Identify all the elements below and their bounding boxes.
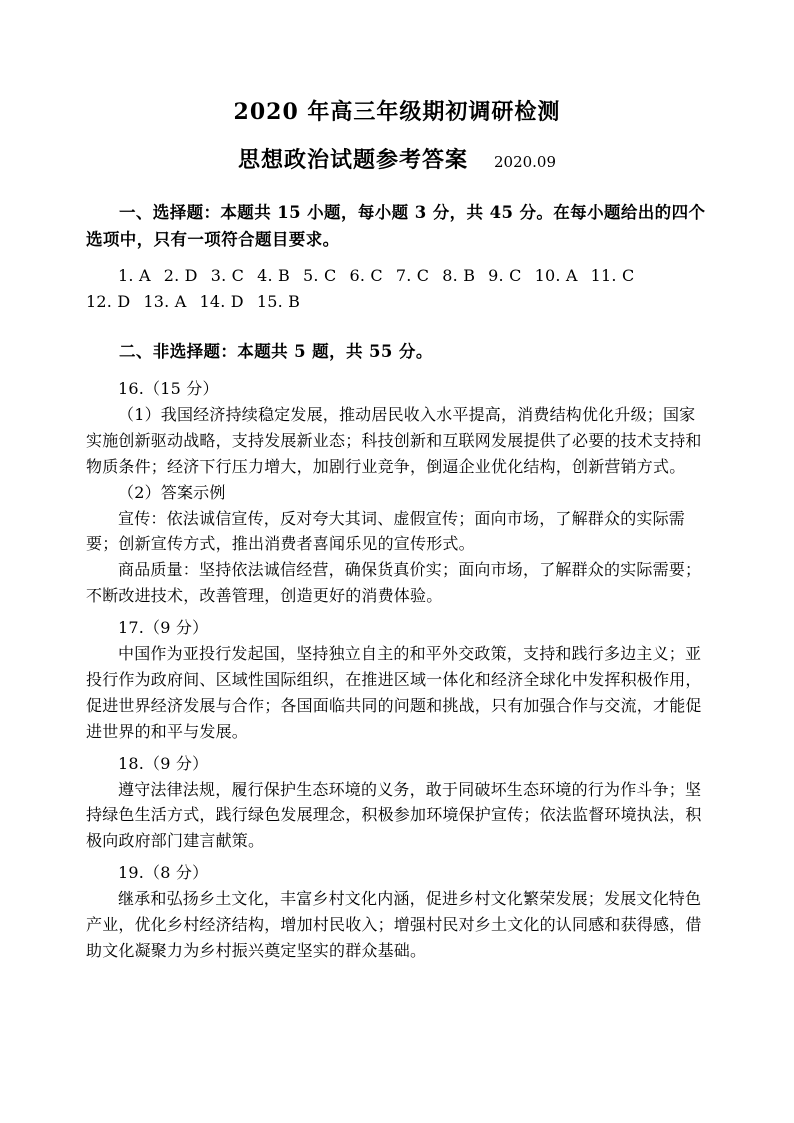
choice-answer-item: 1. A: [118, 266, 151, 286]
question-number: 16.（15 分）: [118, 378, 219, 398]
question-number: 17.（9 分）: [118, 618, 209, 638]
question-number: 19.（8 分）: [118, 863, 209, 883]
answer-paragraph: （2）答案示例: [118, 482, 226, 502]
choice-answer-item: 4. B: [257, 266, 291, 286]
choice-answer-item: 8. B: [442, 266, 476, 286]
choice-answer-item: 7. C: [395, 266, 430, 286]
choice-answer-item: 12. D: [86, 292, 131, 312]
choice-answer-item: 3. C: [210, 266, 245, 286]
choice-answers-row-1: [86, 263, 708, 289]
subtitle-row: [86, 143, 708, 174]
choice-answer-item: 2. D: [163, 266, 198, 286]
choice-answer-item: 15. B: [256, 292, 301, 312]
choice-answer-item: 10. A: [534, 266, 578, 286]
choice-answer-item: 11. C: [590, 266, 635, 286]
choice-answer-item: 14. D: [199, 292, 244, 312]
answer-paragraph: 中国作为亚投行发起国，坚持独立自主的和平外交政策，支持和践行多边主义；亚投行作为政府间、区域性国际组织，在推进区域一体化和经济全球化中发挥积极作用，促进世界经济发展与合作；各国面临共同的问题和挑战，只有加强合作与交流，才能促进世界的和平与发展。: [86, 644, 702, 741]
section-heading-essay: 二、非选择题：本题共 5 题，共 55 分。: [119, 342, 433, 362]
answer-paragraph: 继承和弘扬乡土文化，丰富乡村文化内涵，促进乡村文化繁荣发展；发展文化特色产业，优化乡村经济结构，增加村民收入；增强村民对乡土文化的认同感和获得感，借助文化凝聚力为乡村振兴奠定坚实的群众基础。: [86, 889, 702, 960]
page-subtitle: 思想政治试题参考答案: [237, 147, 468, 173]
document-date: 2020.09: [493, 153, 557, 171]
page-title: 2020 年高三年级期初调研检测: [233, 99, 561, 125]
answer-paragraph: 宣传：依法诚信宣传，反对夸大其词、虚假宣传；面向市场，了解群众的实际需要；创新宣传方式，推出消费者喜闻乐见的宣传形式。: [86, 508, 686, 554]
answer-paragraph: 商品质量：坚持依法诚信经营，确保货真价实；面向市场，了解群众的实际需要；不断改进技术，改善管理，创造更好的消费体验。: [86, 560, 702, 606]
question-list: [86, 370, 708, 964]
choice-answer-item: 9. C: [488, 266, 522, 286]
choice-answers-row-2: [86, 289, 708, 315]
answer-paragraph: 遵守法律法规，履行保护生态环境的义务，敢于同破坏生态环境的行为作斗争；坚持绿色生活方式，践行绿色发展理念，积极参加环境保护宣传；依法监督环境执法，积极向政府部门建言献策。: [86, 779, 702, 851]
choice-answer-item: 13. A: [143, 292, 187, 312]
choice-answer-item: 5. C: [303, 266, 337, 286]
answer-paragraph: （1）我国经济持续稳定发展，推动居民收入水平提高，消费结构优化升级；国家实施创新驱动战略，支持发展新业态；科技创新和互联网发展提供了必要的技术支持和物质条件；经济下行压力增大，加剧行业竞争，倒逼企业优化结构，创新营销方式。: [86, 404, 702, 476]
question-number: 18.（9 分）: [118, 753, 209, 773]
choice-answer-item: 6. C: [349, 266, 383, 286]
section-heading-multiple-choice: 一、选择题：本题共 15 小题，每小题 3 分，共 45 分。在每小题给出的四个选项中，只有一项符合题目要求。: [86, 203, 706, 249]
